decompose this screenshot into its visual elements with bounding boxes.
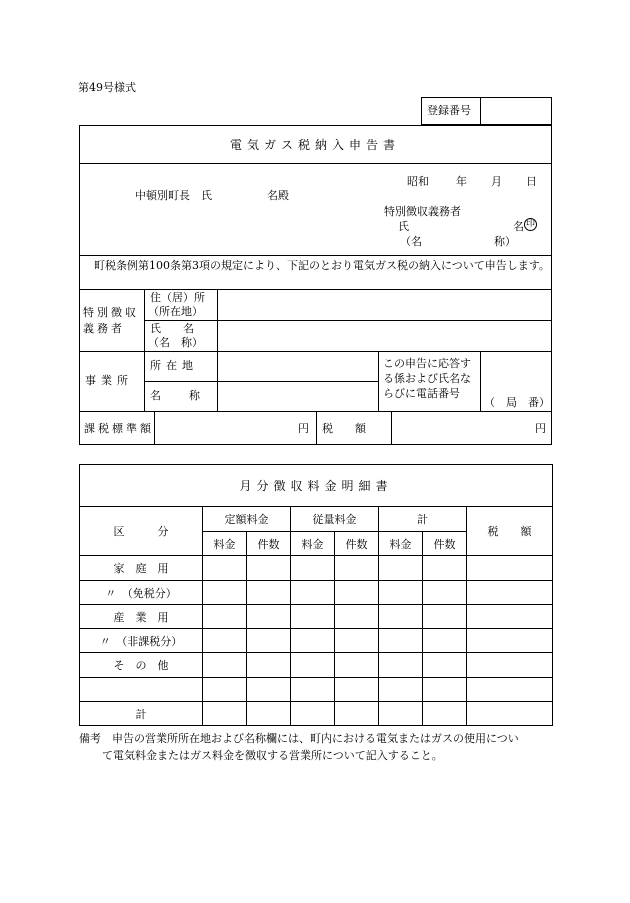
table-cell[interactable]: [247, 556, 291, 581]
office-label: 事業所: [85, 374, 133, 387]
table-cell[interactable]: [247, 678, 291, 702]
table-cell[interactable]: [467, 702, 553, 726]
table-cell[interactable]: [467, 678, 553, 702]
table-cell[interactable]: [423, 702, 467, 726]
obligor-alt-open: （名: [400, 235, 422, 248]
col-fixed: 定額料金: [203, 507, 291, 532]
table-cell[interactable]: [335, 605, 379, 629]
collector-name-2: （名 称）: [148, 336, 203, 349]
date-year: 年: [456, 175, 467, 188]
row-label: 産 業 用: [80, 605, 203, 629]
sub-fee: 料金: [379, 532, 423, 556]
col-metered: 従量料金: [291, 507, 379, 532]
table-cell[interactable]: [379, 678, 423, 702]
table-cell[interactable]: [335, 581, 379, 605]
declaration-text: 町税条例第100条第3項の規定により、下記のとおり電気ガス税の納入について申告します。: [94, 259, 550, 272]
table-cell[interactable]: [203, 605, 247, 629]
form-number: 第49号様式: [78, 81, 136, 94]
row-label: 家 庭 用: [80, 556, 203, 581]
table-cell[interactable]: [291, 702, 335, 726]
sub-fee: 料金: [291, 532, 335, 556]
obligor-alt-close: 称）: [494, 235, 516, 248]
table-cell[interactable]: [203, 653, 247, 678]
table-cell[interactable]: [291, 581, 335, 605]
table-cell[interactable]: [335, 629, 379, 653]
table-cell[interactable]: [291, 629, 335, 653]
row-label: 〃 （免税分）: [80, 581, 203, 605]
table-cell[interactable]: [291, 653, 335, 678]
col-category: 区 分: [80, 507, 203, 556]
table-cell[interactable]: [423, 653, 467, 678]
collector-label-2: 義務者: [83, 322, 125, 335]
phone-hint: （ 局 番）: [484, 396, 550, 409]
col-tax: 税 額: [467, 507, 553, 556]
table-cell[interactable]: [203, 629, 247, 653]
office-name-field[interactable]: [218, 382, 377, 410]
sub-count: 件数: [247, 532, 291, 556]
tax-amount-field[interactable]: [392, 412, 532, 444]
row-label: そ の 他: [80, 653, 203, 678]
contact-label-3: らびに電話番号: [383, 387, 460, 400]
table-cell[interactable]: [423, 556, 467, 581]
obligor-name-end: 名: [513, 220, 524, 233]
collector-address-field[interactable]: [218, 290, 551, 319]
table-cell[interactable]: [467, 629, 553, 653]
tax-base-field[interactable]: [155, 412, 295, 444]
registration-number-field[interactable]: [481, 98, 551, 124]
addressee: 中頓別町長 氏 名殿: [135, 189, 289, 202]
tax-amount-label: 税 額: [322, 422, 366, 435]
sub-count: 件数: [423, 532, 467, 556]
collector-address-2: （所在地）: [148, 305, 203, 318]
table-cell[interactable]: [379, 581, 423, 605]
table-cell[interactable]: [379, 556, 423, 581]
table-cell[interactable]: [467, 653, 553, 678]
sub-fee: 料金: [203, 532, 247, 556]
office-location-field[interactable]: [218, 352, 377, 380]
contact-label-1: この申告に応答す: [383, 357, 471, 370]
row-label-total: 計: [80, 702, 203, 726]
table-cell[interactable]: [247, 581, 291, 605]
tax-base-label: 課税標準額: [84, 422, 154, 435]
table-cell[interactable]: [467, 581, 553, 605]
table-cell[interactable]: [423, 629, 467, 653]
collector-name-1: 氏 名: [150, 322, 194, 335]
table-cell[interactable]: [203, 581, 247, 605]
table-cell[interactable]: [291, 556, 335, 581]
tax-amount-unit: 円: [535, 422, 546, 435]
fee-detail-table: [79, 464, 553, 726]
contact-field[interactable]: [481, 352, 551, 392]
table-cell[interactable]: [203, 556, 247, 581]
col-total: 計: [379, 507, 467, 532]
remarks-line-1: 備考 申告の営業所所在地および名称欄には、町内における電気またはガスの使用につい: [79, 732, 519, 745]
row-label: 〃 （非課税分）: [80, 629, 203, 653]
table-cell[interactable]: [291, 678, 335, 702]
registration-label: 登録番号: [427, 104, 471, 117]
table-cell[interactable]: [423, 605, 467, 629]
seal-mark: 印: [525, 219, 535, 229]
date-era: 昭和: [407, 175, 429, 188]
date-day: 日: [526, 175, 537, 188]
collector-label-1: 特別徴収: [83, 306, 139, 319]
table-cell[interactable]: [379, 629, 423, 653]
table-cell[interactable]: [247, 653, 291, 678]
table-cell[interactable]: [247, 702, 291, 726]
tax-base-unit: 円: [298, 422, 309, 435]
table-cell[interactable]: [335, 702, 379, 726]
office-location-label: 所在地: [150, 359, 198, 372]
table-cell[interactable]: [247, 629, 291, 653]
form-title: 電気ガス税納入申告書: [229, 138, 400, 152]
table-cell[interactable]: [467, 605, 553, 629]
table-cell[interactable]: [379, 605, 423, 629]
table-cell[interactable]: [335, 653, 379, 678]
remarks-line-2: て電気料金またはガス料金を徴収する営業所について記入すること。: [102, 749, 443, 762]
table-cell[interactable]: [423, 678, 467, 702]
table-cell[interactable]: [247, 605, 291, 629]
table-cell[interactable]: [335, 678, 379, 702]
table-cell[interactable]: [203, 678, 247, 702]
table-cell[interactable]: [423, 581, 467, 605]
sub-count: 件数: [335, 532, 379, 556]
table-cell[interactable]: [379, 653, 423, 678]
collector-address-1: 住（居）所: [150, 291, 205, 304]
table-cell[interactable]: [203, 702, 247, 726]
obligor-name-label: 氏: [398, 220, 409, 233]
obligor-label: 特別徴収義務者: [384, 205, 461, 218]
date-month: 月: [491, 175, 502, 188]
row-label[interactable]: [80, 678, 203, 702]
table-cell[interactable]: [335, 556, 379, 581]
collector-name-field[interactable]: [218, 321, 551, 350]
table-cell[interactable]: [379, 702, 423, 726]
detail-title: 月分徴収料金明細書: [80, 465, 553, 507]
table-cell[interactable]: [291, 605, 335, 629]
contact-label-2: る係および氏名な: [383, 372, 471, 385]
table-cell[interactable]: [467, 556, 553, 581]
office-name-label: 名称: [150, 389, 228, 402]
